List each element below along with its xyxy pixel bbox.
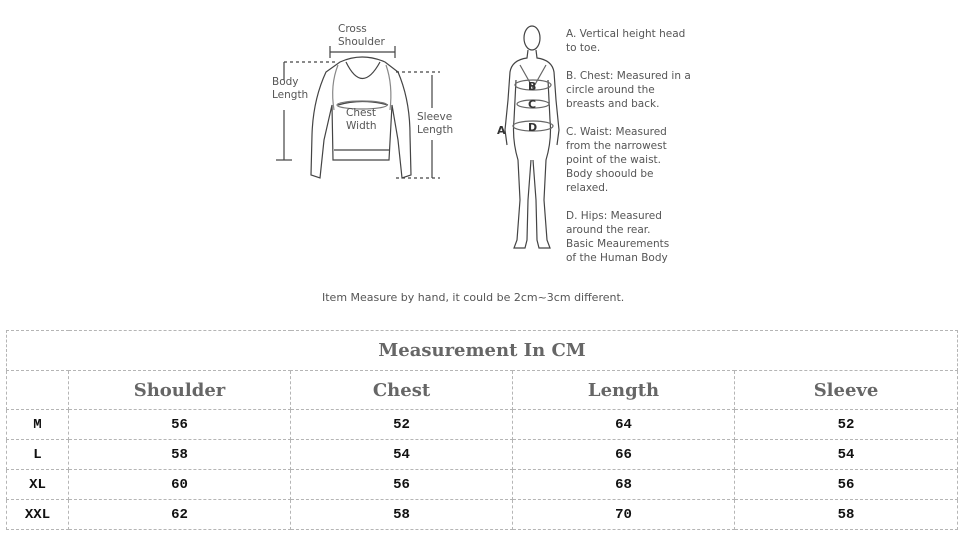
shoulder-value: 60 <box>69 470 291 500</box>
sleeve-value: 58 <box>735 500 958 530</box>
size-label: M <box>7 410 69 440</box>
header-shoulder: Shoulder <box>69 371 291 410</box>
table-row <box>7 470 958 500</box>
shoulder-value: 56 <box>69 410 291 440</box>
table-row <box>7 410 958 440</box>
chest-value: 54 <box>291 440 513 470</box>
header-sleeve: Sleeve <box>735 371 958 410</box>
chest-value: 58 <box>291 500 513 530</box>
header-length: Length <box>513 371 735 410</box>
legend-item-d: D. Hips: Measured around the rear. Basic Meaurements of the Human Body <box>566 210 670 264</box>
shoulder-value: 58 <box>69 440 291 470</box>
legend-item-a: A. Vertical height head to toe. <box>566 28 686 54</box>
sleeve-value: 56 <box>735 470 958 500</box>
length-value: 70 <box>513 500 735 530</box>
size-label: XXL <box>7 500 69 530</box>
table-title: Measurement In CM <box>7 331 958 371</box>
table-row <box>7 440 958 470</box>
length-value: 64 <box>513 410 735 440</box>
marker-d: D <box>528 121 538 134</box>
chest-value: 56 <box>291 470 513 500</box>
sleeve-value: 52 <box>735 410 958 440</box>
marker-a: A <box>497 124 506 137</box>
length-value: 68 <box>513 470 735 500</box>
sleeve-length-label: Sleeve Length <box>417 111 454 136</box>
length-value: 66 <box>513 440 735 470</box>
sleeve-value: 54 <box>735 440 958 470</box>
size-label: XL <box>7 470 69 500</box>
legend-item-b: B. Chest: Measured in a circle around the breasts and back. <box>566 70 691 110</box>
marker-c: C <box>528 98 537 111</box>
table-row <box>7 500 958 530</box>
marker-b: B <box>528 80 537 93</box>
chest-value: 52 <box>291 410 513 440</box>
chest-width-label: Chest Width <box>346 107 377 132</box>
body-length-label: Body Length <box>272 76 309 101</box>
size-label: L <box>7 440 69 470</box>
legend-item-c: C. Waist: Measured from the narrowest point of the waist. Body shoould be relaxed. <box>566 126 667 194</box>
shoulder-value: 62 <box>69 500 291 530</box>
measurement-note: Item Measure by hand, it could be 2cm~3cm different. <box>322 291 625 304</box>
table-title-row <box>7 331 958 371</box>
size-chart-table <box>6 330 958 530</box>
table-header-row <box>7 371 958 410</box>
header-chest: Chest <box>291 371 513 410</box>
cross-shoulder-label: Cross Shoulder <box>338 23 385 48</box>
header-empty <box>7 371 69 410</box>
